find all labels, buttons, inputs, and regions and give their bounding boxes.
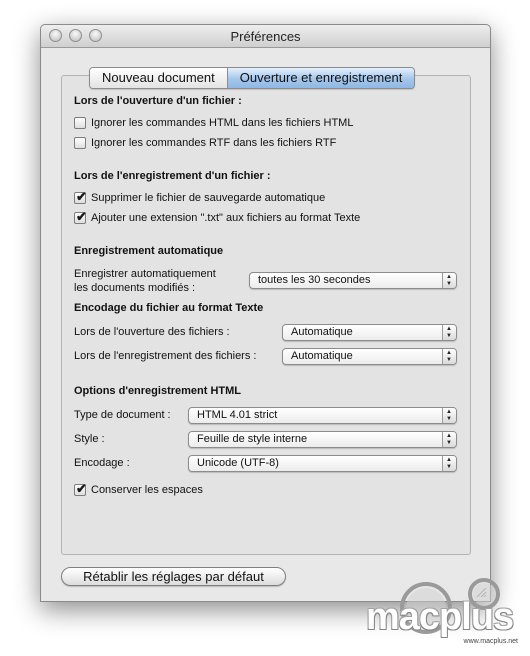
encoding-open-popup[interactable]: [282, 324, 457, 341]
popup-arrows-icon: ▲ ▼: [442, 325, 456, 340]
preferences-window: [40, 24, 491, 602]
preserve-spaces-label: Conserver les espaces: [91, 484, 203, 496]
popup-arrows-icon: ▲ ▼: [442, 456, 456, 471]
popup-arrows-icon: ▲ ▼: [442, 432, 456, 447]
html-encoding-popup[interactable]: [188, 455, 457, 472]
delete-backup-checkbox[interactable]: [74, 189, 87, 204]
preserve-spaces-option[interactable]: [74, 481, 203, 496]
ignore-html-option[interactable]: [74, 117, 353, 129]
ignore-rtf-checkbox[interactable]: [74, 137, 86, 149]
encoding-save-label: Lors de l'enregistrement des fichiers :: [74, 350, 257, 362]
ignore-html-checkbox[interactable]: [74, 117, 86, 129]
tab-bar: [89, 67, 415, 89]
window-title: Préférences: [230, 29, 301, 44]
style-popup[interactable]: [188, 431, 457, 448]
save-section-heading: Lors de l'enregistrement d'un fichier :: [74, 170, 271, 182]
html-encoding-value: Unicode (UTF-8): [197, 457, 279, 469]
html-encoding-label: Encodage :: [74, 457, 130, 469]
add-txt-extension-label: Ajouter une extension ".txt" aux fichiers au format Texte: [91, 212, 361, 224]
popup-arrows-icon: ▲ ▼: [442, 349, 456, 364]
macplus-logo: [366, 572, 526, 652]
checkmark-icon: ✔: [76, 481, 87, 496]
preserve-spaces-checkbox[interactable]: [74, 481, 87, 496]
encoding-heading: Encodage du fichier au format Texte: [74, 302, 264, 314]
html-options-heading: Options d'enregistrement HTML: [74, 385, 242, 397]
checkmark-icon: ✔: [76, 189, 87, 204]
style-label: Style :: [74, 433, 105, 445]
ignore-rtf-label: Ignorer les commandes RTF dans les fichiers RTF: [91, 137, 337, 149]
popup-arrows-icon: ▲ ▼: [442, 408, 456, 423]
autosave-label: [74, 267, 216, 295]
delete-backup-label: Supprimer le fichier de sauvegarde automatique: [91, 192, 326, 204]
encoding-open-label: Lors de l'ouverture des fichiers :: [74, 326, 230, 338]
autosave-heading: Enregistrement automatique: [74, 245, 224, 257]
encoding-open-value: Automatique: [291, 326, 353, 338]
macplus-logo-text: macplus: [366, 596, 514, 638]
delete-backup-option[interactable]: [74, 189, 326, 204]
encoding-save-popup[interactable]: [282, 348, 457, 365]
doctype-value: HTML 4.01 strict: [197, 409, 278, 421]
autosave-label-line1: Enregistrer automatiquement: [74, 268, 216, 280]
autosave-interval-popup[interactable]: [249, 272, 457, 289]
open-section-heading: Lors de l'ouverture d'un fichier :: [74, 95, 242, 107]
doctype-popup[interactable]: [188, 407, 457, 424]
macplus-logo-url: www.macplus.net: [463, 638, 518, 645]
encoding-save-value: Automatique: [291, 350, 353, 362]
style-value: Feuille de style interne: [197, 433, 308, 445]
restore-defaults-button[interactable]: Rétablir les réglages par défaut: [61, 567, 286, 586]
tab-new-document[interactable]: Nouveau document: [90, 68, 227, 88]
ignore-rtf-option[interactable]: [74, 137, 336, 149]
autosave-interval-value: toutes les 30 secondes: [258, 274, 371, 286]
checkmark-icon: ✔: [76, 209, 87, 224]
add-txt-extension-option[interactable]: [74, 209, 361, 224]
tab-open-and-save[interactable]: Ouverture et enregistrement: [227, 68, 415, 88]
preferences-panel: [61, 75, 471, 555]
ignore-html-label: Ignorer les commandes HTML dans les fichiers HTML: [91, 117, 354, 129]
autosave-label-line2: les documents modifiés :: [74, 282, 196, 294]
popup-arrows-icon: ▲ ▼: [442, 273, 456, 288]
doctype-label: Type de document :: [74, 409, 171, 421]
title-bar: [41, 25, 490, 48]
add-txt-extension-checkbox[interactable]: [74, 209, 87, 224]
